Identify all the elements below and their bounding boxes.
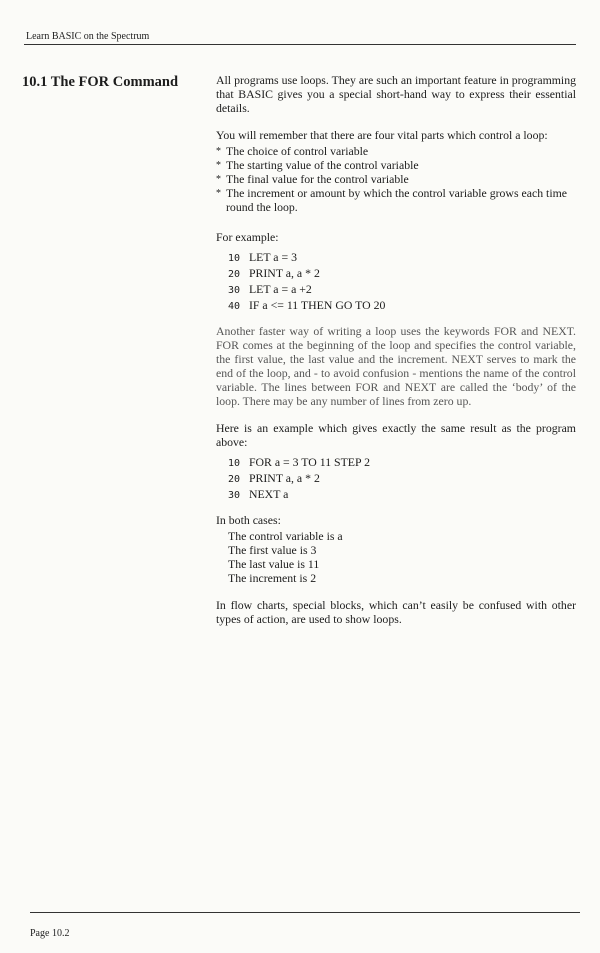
code-line: 20 PRINT a, a * 2 [228, 266, 320, 280]
code-line: 40 IF a <= 11 THEN GO TO 20 [228, 298, 386, 312]
list-item: The last value is 11 [228, 557, 320, 571]
example-intro: For example: [216, 230, 279, 244]
header-rule [24, 44, 576, 45]
list-item: * The final value for the control variable [216, 172, 576, 186]
code-line: 30 LET a = a +2 [228, 282, 312, 296]
code-line: 20 PRINT a, a * 2 [228, 471, 320, 485]
code-line: 10 LET a = 3 [228, 250, 297, 264]
section-title: 10.1 The FOR Command [22, 74, 179, 90]
list-item: * The starting value of the control variable [216, 158, 576, 172]
list-item: The control variable is a [228, 529, 343, 543]
code-line: 30 NEXT a [228, 487, 289, 501]
parts-intro-paragraph: You will remember that there are four vital parts which control a loop: [216, 128, 548, 142]
for-next-paragraph: Another faster way of writing a loop uses the keywords FOR and NEXT. FOR comes at the beginning of the loop and specifies the control variable, the first value, the last value and the increment. NEXT serves to mark the end of the loop, and - to avoid confusion - mentions the name of the control variable. The lines between FOR and NEXT are called the ‘body’ of the loop. There may be any number of lines from zero up. [216, 324, 576, 408]
intro-paragraph: All programs use loops. They are such an important feature in programming that BASIC gives you a special short-hand way to express their essential details. [216, 73, 576, 115]
list-item: * The choice of control variable [216, 144, 576, 158]
program-listing-1 [228, 250, 576, 314]
list-item: * The increment or amount by which the control variable grows each time round the loop. [216, 186, 576, 214]
body-column [216, 73, 576, 639]
loop-parts-list [216, 144, 576, 214]
flow-charts-paragraph: In flow charts, special blocks, which can’t easily be confused with other types of action, are used to show loops. [216, 598, 576, 626]
list-item: The increment is 2 [228, 571, 317, 585]
list-item: The first value is 3 [228, 543, 317, 557]
running-header: Learn BASIC on the Spectrum [26, 31, 150, 42]
page-number: Page 10.2 [30, 928, 70, 939]
program-listing-2 [228, 455, 576, 503]
same-result-paragraph: Here is an example which gives exactly the same result as the program above: [216, 421, 576, 449]
footer-rule [30, 912, 580, 913]
both-cases-label: In both cases: [216, 513, 281, 527]
code-line: 10 FOR a = 3 TO 11 STEP 2 [228, 455, 370, 469]
cases-list [228, 529, 576, 585]
